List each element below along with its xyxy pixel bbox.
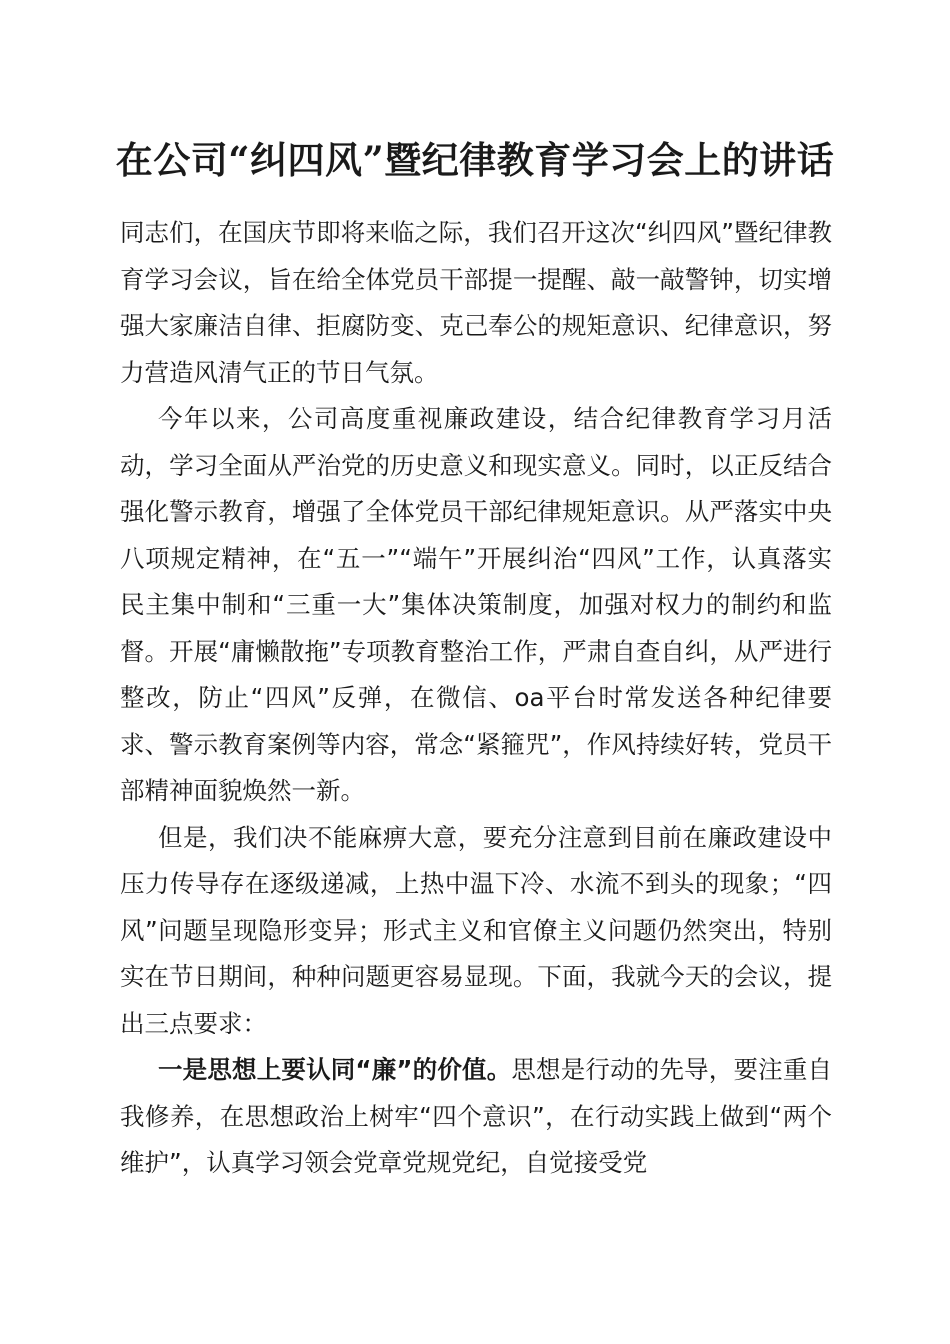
paragraph-review xyxy=(120,396,832,815)
paragraph-text: 同志们，在国庆节即将来临之际，我们召开这次“纠四风”暨纪律教育学习会议，旨在给全体党员干部提一提醒、敲一敲警钟，切实增强大家廉洁自律、拒腐防变、克己奉公的规矩意识、纪律意识，努力营造风清气正的节日气氛。 xyxy=(120,218,832,387)
paragraph-lead: 一是思想上要认同“廉”的价值。 xyxy=(158,1055,512,1084)
paragraph-text: 思想是行动的先导，要注重自我修养，在思想政治上树牢“四个意识”，在行动实践上做到“两个维护”，认真学习领会党章党规党纪，自觉接受党 xyxy=(120,1055,833,1177)
paragraph-opening xyxy=(120,210,832,396)
document-body xyxy=(120,210,832,1187)
paragraph-text: 今年以来，公司高度重视廉政建设，结合纪律教育学习月活动，学习全面从严治党的历史意义和现实意义。同时，以正反结合强化警示教育，增强了全体党员干部纪律规矩意识。从严落实中央八项规定精神，在“五一”“端午”开展纠治“四风”工作，认真落实民主集中制和“三重一大”集体决策制度，加强对权力的制约和监督。开展“庸懒散拖”专项教育整治工作，严肃自查自纠，从严进行整改，防止“四风”反弹，在微信、oa平台时常发送各种纪律要求、警示教育案例等内容，常念“紧箍咒”，作风持续好转，党员干部精神面貌焕然一新。 xyxy=(120,404,832,805)
document-title: 在公司“纠四风”暨纪律教育学习会上的讲话 xyxy=(115,138,835,182)
paragraph-text: 但是，我们决不能麻痹大意，要充分注意到目前在廉政建设中压力传导存在逐级递减，上热中温下冷、水流不到头的现象；“四风”问题呈现隐形变异；形式主义和官僚主义问题仍然突出，特别实在节日期间，种种问题更容易显现。下面，我就今天的会议，提出三点要求： xyxy=(120,822,832,1038)
paragraph-problems xyxy=(120,815,832,1048)
paragraph-requirement-one xyxy=(120,1047,832,1187)
